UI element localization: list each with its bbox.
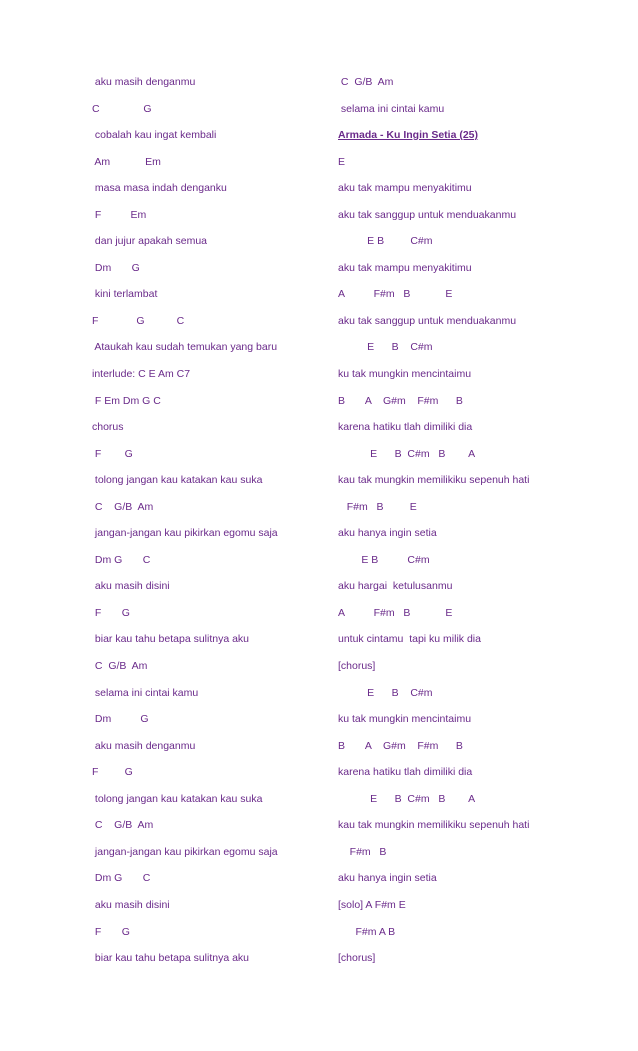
left-line-25: aku masih denganmu [92, 739, 196, 752]
right-line-27: E B C#m B A [338, 792, 476, 805]
right-line-24: ku tak mungkin mencintaimu [338, 713, 472, 726]
left-line-14: F G [92, 447, 133, 460]
left-line-13: chorus [92, 421, 124, 434]
left-line-12: F Em Dm G C [92, 394, 161, 407]
left-line-21: biar kau tahu betapa sulitnya aku [92, 633, 250, 646]
right-line-19: aku hargai ketulusanmu [338, 580, 453, 593]
right-line-10: E B C#m [338, 341, 433, 354]
right-line-11: ku tak mungkin mencintaimu [338, 368, 472, 381]
right-line-12: B A G#m F#m B [338, 394, 463, 407]
right-line-26: karena hatiku tlah dimiliki dia [338, 766, 473, 779]
right-line-15: kau tak mungkin memilikiku sepenuh hati [338, 474, 530, 487]
left-line-24: Dm G [92, 713, 149, 726]
left-line-23: selama ini cintai kamu [92, 686, 199, 699]
right-line-1: selama ini cintai kamu [338, 102, 445, 115]
left-line-10: Ataukah kau sudah temukan yang baru [92, 341, 278, 354]
left-line-7: Dm G [92, 261, 140, 274]
left-line-20: F G [92, 606, 130, 619]
right-line-22: [chorus] [338, 660, 376, 673]
left-line-30: Dm G C [92, 872, 151, 885]
left-line-4: masa masa indah denganku [92, 182, 227, 195]
left-line-32: F G [92, 925, 130, 938]
right-line-29: F#m B [338, 845, 387, 858]
right-line-18: E B C#m [338, 553, 430, 566]
left-line-31: aku masih disini [92, 898, 170, 911]
left-line-1: C G [92, 102, 152, 115]
left-line-9: F G C [92, 314, 185, 327]
right-line-0: C G/B Am [338, 76, 394, 88]
right-line-2: Armada - Ku Ingin Setia (25) [338, 129, 479, 142]
left-line-33: biar kau tahu betapa sulitnya aku [92, 952, 250, 965]
right-line-8: A F#m B E [338, 288, 453, 301]
right-line-25: B A G#m F#m B [338, 739, 463, 752]
right-line-23: E B C#m [338, 686, 433, 699]
left-line-26: F G [92, 766, 133, 779]
left-line-8: kini terlambat [92, 288, 158, 301]
right-column [338, 73, 633, 976]
left-column [92, 73, 332, 976]
left-line-17: jangan-jangan kau pikirkan egomu saja [92, 527, 278, 540]
right-line-17: aku hanya ingin setia [338, 527, 437, 540]
left-line-29: jangan-jangan kau pikirkan egomu saja [92, 845, 278, 858]
right-line-31: [solo] A F#m E [338, 898, 406, 911]
left-line-6: dan jujur apakah semua [92, 235, 207, 248]
left-line-15: tolong jangan kau katakan kau suka [92, 474, 263, 487]
right-line-4: aku tak mampu menyakitimu [338, 182, 472, 195]
right-line-21: untuk cintamu tapi ku milik dia [338, 633, 481, 646]
left-line-27: tolong jangan kau katakan kau suka [92, 792, 263, 805]
right-line-28: kau tak mungkin memilikiku sepenuh hati [338, 819, 530, 832]
right-line-3: E [338, 155, 346, 168]
right-line-7: aku tak mampu menyakitimu [338, 261, 472, 274]
left-line-28: C G/B Am [92, 819, 154, 832]
right-line-16: F#m B E [338, 500, 417, 513]
right-line-32: F#m A B [338, 925, 396, 938]
right-line-13: karena hatiku tlah dimiliki dia [338, 421, 473, 434]
right-line-9: aku tak sanggup untuk menduakanmu [338, 314, 517, 327]
left-line-2: cobalah kau ingat kembali [92, 129, 217, 142]
left-line-18: Dm G C [92, 553, 151, 566]
left-line-22: C G/B Am [92, 660, 148, 673]
right-line-20: A F#m B E [338, 606, 453, 619]
right-line-5: aku tak sanggup untuk menduakanmu [338, 208, 517, 221]
left-line-3: Am Em [92, 155, 161, 168]
left-line-0: aku masih denganmu [92, 76, 196, 88]
left-line-19: aku masih disini [92, 580, 170, 593]
left-line-11: interlude: C E Am C7 [92, 368, 191, 381]
left-line-5: F Em [92, 208, 147, 221]
right-line-6: E B C#m [338, 235, 433, 248]
right-line-14: E B C#m B A [338, 447, 476, 460]
left-line-16: C G/B Am [92, 500, 154, 513]
right-line-33: [chorus] [338, 952, 376, 965]
right-line-30: aku hanya ingin setia [338, 872, 437, 885]
